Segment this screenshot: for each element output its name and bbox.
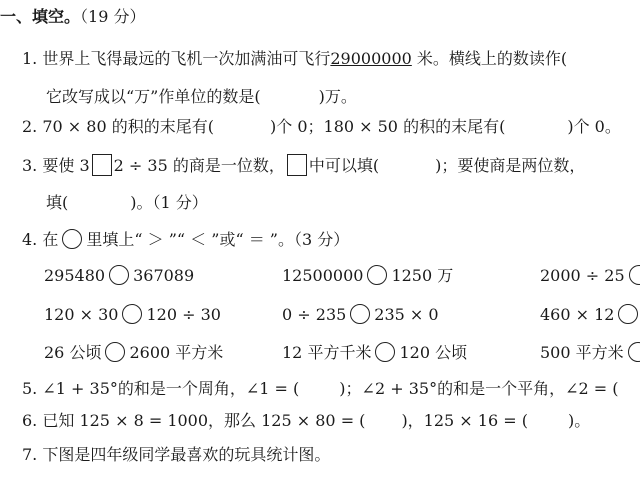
q1-line2-a: 它改写成以“万”作单位的数是(: [46, 87, 261, 106]
compare-item: [282, 265, 453, 287]
section-score: （19 分）: [80, 7, 146, 26]
question-number: 4.: [22, 230, 38, 249]
question-4: [22, 229, 349, 251]
compare-circle[interactable]: [122, 304, 142, 324]
question-1-line-1: [22, 48, 567, 70]
question-3-line-1: [22, 154, 585, 177]
q3-text-b: 2 ÷ 35 的商是一位数，: [113, 156, 285, 175]
compare-item: [44, 342, 223, 364]
question-number: 7.: [22, 445, 38, 464]
compare-item: [44, 304, 221, 326]
compare-circle[interactable]: [109, 265, 129, 285]
question-number: 2.: [22, 117, 38, 136]
q4-text-b: 里填上“ ＞ ”“ ＜ ”或“ ＝ ”。（3 分）: [86, 230, 350, 249]
q5-text-a: ∠1 + 35°的和是一个周角，∠1 = (: [42, 379, 300, 398]
compare-item: [540, 265, 640, 287]
q1-line2-b: )万。: [318, 87, 357, 106]
q3-line2-a: 填(: [46, 193, 69, 212]
compare-item: [540, 304, 640, 326]
question-6: [22, 410, 590, 432]
compare-left: 120 × 30: [44, 305, 119, 324]
question-number: 1.: [22, 49, 38, 68]
question-number: 5.: [22, 379, 38, 398]
compare-item: [282, 304, 439, 326]
q1-text-b: 米。横线上的数读作(: [416, 49, 568, 68]
q5-text-b: )；∠2 + 35°的和是一个平角，∠2 = (: [339, 379, 619, 398]
compare-left: 26 公顷: [44, 343, 102, 362]
q1-value: 29000000: [330, 49, 412, 68]
compare-right: 1250 万: [391, 266, 454, 285]
question-5: [22, 378, 618, 400]
digit-box[interactable]: [92, 154, 112, 176]
compare-left: 295480: [44, 266, 106, 285]
q7-text-a: 下图是四年级同学最喜欢的玩具统计图。: [42, 445, 331, 464]
compare-circle[interactable]: [367, 265, 387, 285]
q6-text-c: )。: [567, 411, 591, 430]
compare-left: 2000 ÷ 25: [540, 266, 625, 285]
compare-left: 460 × 12: [540, 305, 615, 324]
q3-text-d: )；要使商是两位数，: [435, 156, 586, 175]
q6-text-b: )，125 × 16 = (: [401, 411, 528, 430]
compare-right: 2600 平方米: [129, 343, 224, 362]
q2-text-c: )个 0。: [567, 117, 621, 136]
q3-text-c: 中可以填(: [308, 156, 380, 175]
question-3-line-2: [46, 192, 208, 214]
compare-circle[interactable]: [629, 265, 640, 285]
question-number: 3.: [22, 156, 38, 175]
compare-item: [282, 342, 467, 364]
section-header: [0, 6, 145, 28]
q6-text-a: 已知 125 × 8 = 1000，那么 125 × 80 = (: [42, 411, 366, 430]
compare-left: 12 平方千米: [282, 343, 372, 362]
compare-item: [540, 342, 640, 364]
question-number: 6.: [22, 411, 38, 430]
q1-text-a: 世界上飞得最远的飞机一次加满油可飞行: [42, 49, 331, 68]
digit-box[interactable]: [287, 154, 307, 176]
question-2: [22, 116, 621, 138]
compare-right: 120 ÷ 30: [146, 305, 221, 324]
q3-line2-b: )。（1 分）: [130, 193, 208, 212]
compare-item: [44, 265, 194, 287]
compare-circle[interactable]: [350, 304, 370, 324]
compare-left: 0 ÷ 235: [282, 305, 347, 324]
compare-circle[interactable]: [628, 342, 640, 362]
question-1-line-2: [46, 86, 357, 108]
q2-text-b: )个 0；180 × 50 的积的末尾有(: [270, 117, 506, 136]
q3-text-a: 要使 3: [42, 156, 90, 175]
question-7: [22, 444, 330, 466]
compare-right: 120 公顷: [399, 343, 468, 362]
section-title: 一、填空。: [0, 7, 81, 26]
compare-circle[interactable]: [375, 342, 395, 362]
compare-circle[interactable]: [105, 342, 125, 362]
compare-left: 12500000: [282, 266, 364, 285]
q2-text-a: 70 × 80 的积的末尾有(: [42, 117, 214, 136]
compare-right: 235 × 0: [374, 305, 439, 324]
compare-circle: [62, 229, 82, 249]
compare-left: 500 平方米: [540, 343, 624, 362]
compare-circle[interactable]: [618, 304, 638, 324]
q4-text-a: 在: [42, 230, 59, 249]
compare-right: 367089: [133, 266, 195, 285]
